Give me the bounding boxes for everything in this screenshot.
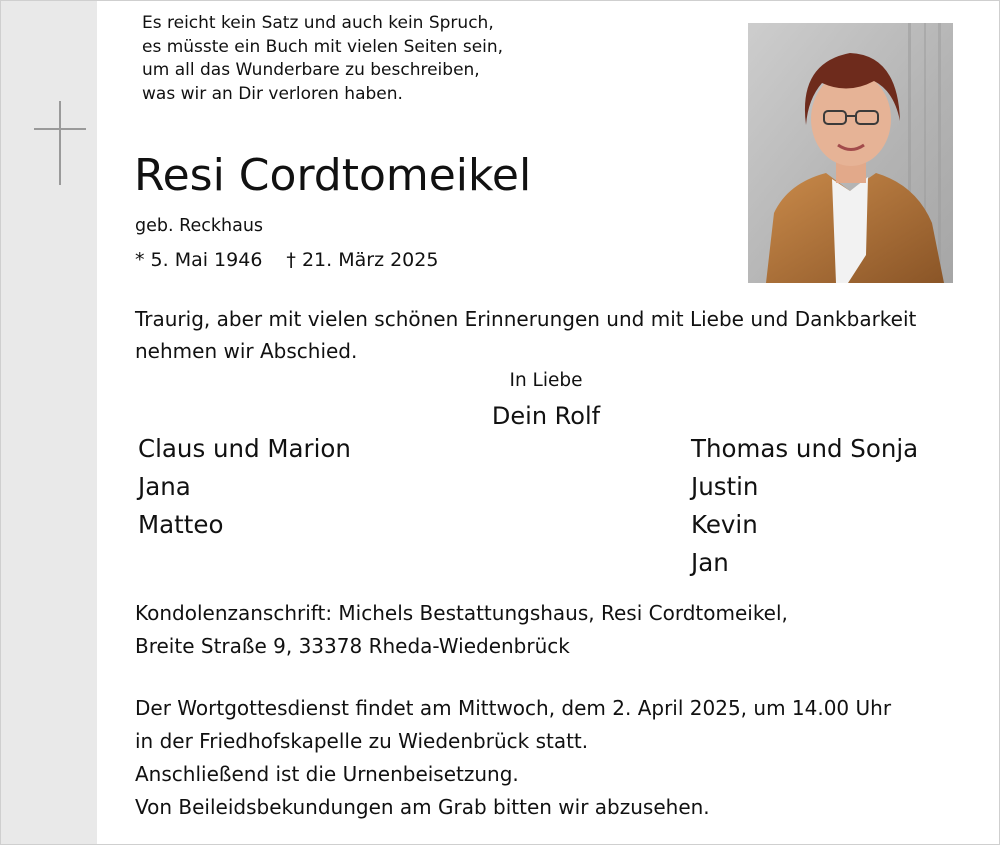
death-date: † 21. März 2025 xyxy=(286,249,439,271)
poem-line: Es reicht kein Satz und auch kein Spruch, xyxy=(142,13,494,33)
spouse-name: Dein Rolf xyxy=(491,402,601,430)
family-member: Jana xyxy=(138,472,191,501)
poem-line: was wir an Dir verloren haben. xyxy=(142,83,403,104)
condolence-address xyxy=(135,597,788,663)
family-member: Kevin xyxy=(691,510,758,539)
deceased-name: Resi Cordtomeikel xyxy=(134,150,532,201)
address-line: Kondolenzanschrift: Michels Bestattungshaus, Resi Cordtomeikel, xyxy=(135,601,788,625)
in-love-label: In Liebe xyxy=(509,370,583,391)
poem-line: um all das Wunderbare zu beschreiben, xyxy=(142,60,480,80)
cross-icon xyxy=(34,101,86,185)
birth-name: geb. Reckhaus xyxy=(135,216,264,236)
family-right xyxy=(691,430,918,582)
life-dates xyxy=(135,247,438,274)
poem-line: es müsste ein Buch mit vielen Seiten sein, xyxy=(142,36,504,57)
service-info xyxy=(135,692,891,824)
service-line: Der Wortgottesdienst findet am Mittwoch, dem 2. April 2025, um 14.00 Uhr xyxy=(135,696,892,720)
service-line: in der Friedhofskapelle zu Wiedenbrück statt. xyxy=(135,729,589,753)
address-line: Breite Straße 9, 33378 Rheda-Wiedenbrück xyxy=(135,634,570,658)
poem xyxy=(142,12,503,106)
farewell-line: nehmen wir Abschied. xyxy=(135,339,358,363)
family-member: Jan xyxy=(691,548,729,577)
family-member: Justin xyxy=(691,472,759,501)
family-member: Matteo xyxy=(138,510,224,539)
farewell-text xyxy=(135,303,916,367)
family-member: Claus und Marion xyxy=(138,434,351,463)
birth-date: * 5. Mai 1946 xyxy=(135,249,263,271)
farewell-line: Traurig, aber mit vielen schönen Erinnerungen und mit Liebe und Dankbarkeit xyxy=(135,307,917,331)
portrait-photo xyxy=(748,23,953,283)
portrait-image xyxy=(748,23,953,283)
service-line: Von Beileidsbekundungen am Grab bitten wir abzusehen. xyxy=(135,795,710,819)
family-left xyxy=(138,430,351,544)
service-line: Anschließend ist die Urnenbeisetzung. xyxy=(135,762,519,786)
family-member: Thomas und Sonja xyxy=(691,434,919,463)
